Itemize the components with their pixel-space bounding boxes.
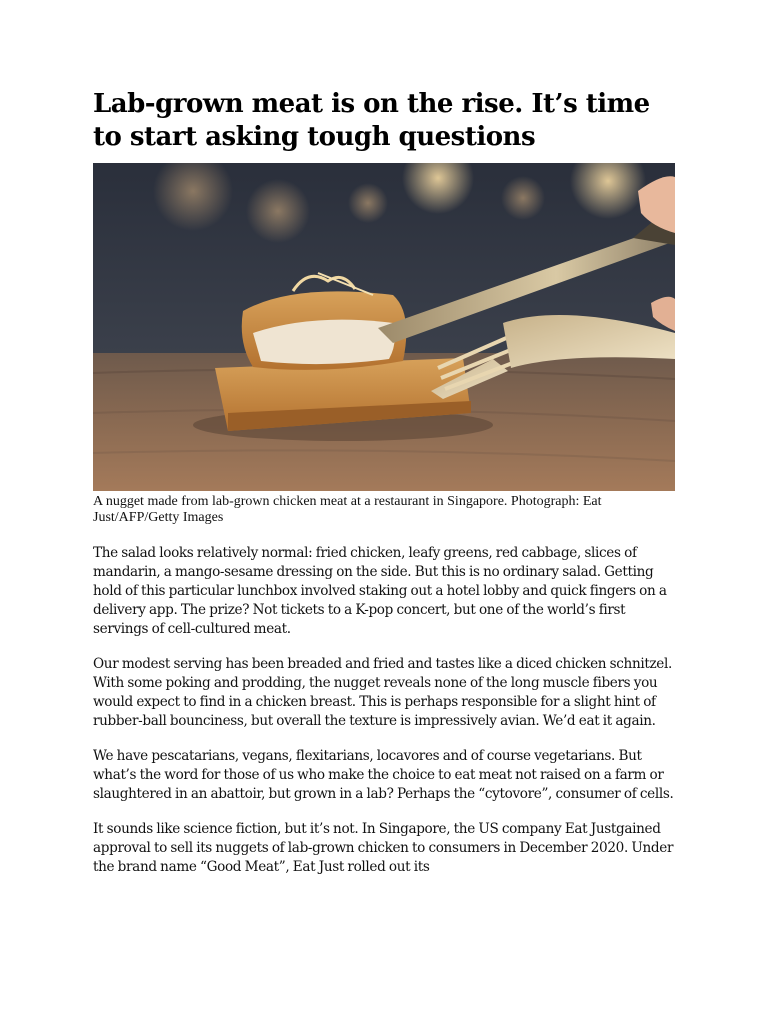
nugget-photo-illustration (93, 163, 675, 491)
article-headline: Lab-grown meat is on the rise. It’s time to start asking tough questions (93, 89, 650, 152)
photo-caption: A nugget made from lab-grown chicken meat at a restaurant in Singapore. Photograph: Eat Just/AFP/Getty Images (93, 494, 602, 525)
article-photo (93, 163, 675, 491)
article-body (93, 544, 677, 877)
article (93, 88, 677, 893)
article-paragraph: It sounds like science fiction, but it’s not. In Singapore, the US company Eat Justgained approval to sell its nuggets of lab-grown chicken to consumers in December 2020. Under the brand name “Good Meat”, Eat Just rolled out its (93, 821, 674, 875)
article-paragraph: We have pescatarians, vegans, flexitarians, locavores and of course vegetarians. But what’s the word for those of us who make the choice to eat meat not raised on a farm or slaughtered in an abattoir, but grown in a lab? Perhaps the “cytovore”, consumer of cells. (93, 748, 674, 802)
article-paragraph: The salad looks relatively normal: fried chicken, leafy greens, red cabbage, slices of mandarin, a mango-sesame dressing on the side. But this is no ordinary salad. Getting hold of this particular lunchbox involved staking out a hotel lobby and quick fingers on a delivery app. The prize? Not tickets to a K-pop concert, but one of the world’s first servings of cell-cultured meat. (93, 545, 667, 637)
article-paragraph: Our modest serving has been breaded and fried and tastes like a diced chicken schnitzel. With some poking and prodding, the nugget reveals none of the long muscle fibers you would expect to find in a chicken breast. This is perhaps responsible for a slight hint of rubber-ball bounciness, but overall the texture is impressively avian. We’d eat it again. (93, 656, 672, 729)
